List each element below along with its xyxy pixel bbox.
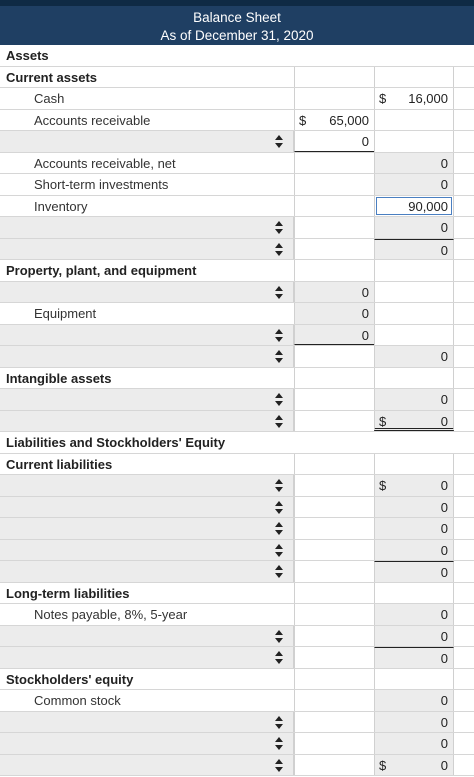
page-subtitle: As of December 31, 2020 xyxy=(160,28,314,43)
section-row xyxy=(0,583,474,605)
select-arrows-icon xyxy=(275,522,283,535)
account-select-dropdown[interactable] xyxy=(0,389,294,410)
section-label: Current liabilities xyxy=(6,456,113,472)
amount-value: 0 xyxy=(440,478,448,493)
account-select-dropdown[interactable] xyxy=(0,346,294,367)
select-arrows-icon xyxy=(275,716,283,729)
select-arrows-icon xyxy=(275,135,283,148)
amount-input-col1[interactable] xyxy=(294,626,374,647)
account-select-dropdown[interactable] xyxy=(0,131,294,152)
amount-input-col1[interactable] xyxy=(294,475,374,496)
amount-value: 0 xyxy=(440,521,448,536)
line-item-label: Cash xyxy=(34,91,65,106)
account-select-dropdown[interactable] xyxy=(0,475,294,496)
amount-input-col1[interactable] xyxy=(294,346,374,367)
amount-input-col2[interactable] xyxy=(374,239,454,260)
amount-input-col1[interactable] xyxy=(294,131,374,152)
account-select-dropdown[interactable] xyxy=(0,282,294,303)
amount-input-col2[interactable] xyxy=(374,174,454,195)
amount-input-col1[interactable] xyxy=(294,217,374,238)
select-arrows-icon xyxy=(275,565,283,578)
line-item-label: Notes payable, 8%, 5-year xyxy=(34,607,188,622)
table-row xyxy=(0,282,474,304)
select-arrows-icon xyxy=(275,243,283,256)
amount-input-col2[interactable] xyxy=(374,368,454,389)
amount-input-col2[interactable] xyxy=(374,346,454,367)
amount-input-col1[interactable] xyxy=(294,88,374,109)
amount-input-col1[interactable] xyxy=(294,583,374,604)
amount-input-col1[interactable] xyxy=(294,196,374,217)
select-arrows-icon xyxy=(275,630,283,643)
account-select-dropdown[interactable] xyxy=(0,540,294,561)
table-row xyxy=(0,712,474,734)
amount-input-col2[interactable] xyxy=(374,583,454,604)
account-select-dropdown[interactable] xyxy=(0,561,294,582)
amount-value: 0 xyxy=(440,242,448,258)
account-select-dropdown[interactable] xyxy=(0,755,294,776)
section-row xyxy=(0,67,474,89)
table-row xyxy=(0,647,474,669)
amount-value: 0 xyxy=(440,177,448,192)
amount-input-col1[interactable] xyxy=(294,260,374,281)
line-item-label: Inventory xyxy=(34,198,88,214)
amount-input-col2[interactable] xyxy=(374,88,454,109)
amount-value: 90,000 xyxy=(408,198,448,214)
dollar-sign: $ xyxy=(379,478,387,493)
table-row xyxy=(0,561,474,583)
page-title: Balance Sheet xyxy=(193,10,281,25)
table-row xyxy=(0,196,474,218)
amount-input-col1[interactable] xyxy=(294,497,374,518)
amount-value: 0 xyxy=(361,306,369,321)
table-row xyxy=(0,389,474,411)
amount-input-col1[interactable] xyxy=(294,174,374,195)
table-row xyxy=(0,217,474,239)
section-label: Current assets xyxy=(6,69,98,85)
select-arrows-icon xyxy=(275,221,283,234)
amount-input-col2[interactable] xyxy=(374,303,454,324)
dollar-sign: $ xyxy=(379,91,387,106)
section-row xyxy=(0,454,474,476)
amount-input-col2[interactable] xyxy=(374,712,454,733)
section-label: Intangible assets xyxy=(6,370,112,386)
select-arrows-icon xyxy=(275,737,283,750)
select-arrows-icon xyxy=(275,651,283,664)
account-select-dropdown[interactable] xyxy=(0,626,294,647)
amount-value: 0 xyxy=(440,413,448,429)
select-arrows-icon xyxy=(275,350,283,363)
amount-input-col2[interactable] xyxy=(374,110,454,131)
select-arrows-icon xyxy=(275,501,283,514)
table-row xyxy=(0,325,474,347)
amount-input-col2[interactable] xyxy=(374,153,454,174)
line-item-label: Common stock xyxy=(34,693,121,708)
amount-input-col2[interactable] xyxy=(374,518,454,539)
select-arrows-icon xyxy=(275,329,283,342)
amount-input-col1[interactable] xyxy=(294,368,374,389)
amount-input-col1[interactable] xyxy=(294,239,374,260)
amount-input-col1[interactable] xyxy=(294,454,374,475)
select-arrows-icon xyxy=(275,415,283,428)
account-select-dropdown[interactable] xyxy=(0,217,294,238)
amount-value: 0 xyxy=(440,714,448,730)
amount-input-col2[interactable] xyxy=(374,497,454,518)
amount-input-col1[interactable] xyxy=(294,518,374,539)
amount-input-col1[interactable] xyxy=(294,153,374,174)
select-arrows-icon xyxy=(275,393,283,406)
balance-sheet-header xyxy=(0,6,474,45)
account-select-dropdown[interactable] xyxy=(0,325,294,346)
amount-input-col1[interactable] xyxy=(294,282,374,303)
select-arrows-icon xyxy=(275,286,283,299)
account-select-dropdown[interactable] xyxy=(0,411,294,432)
amount-value: 0 xyxy=(440,693,448,708)
table-row xyxy=(0,755,474,777)
amount-input-col1[interactable] xyxy=(294,755,374,776)
amount-value: 0 xyxy=(361,284,369,300)
amount-value: 0 xyxy=(361,327,369,343)
amount-input-col2[interactable] xyxy=(374,669,454,690)
amount-input-col1[interactable] xyxy=(294,669,374,690)
amount-input-col1[interactable] xyxy=(294,647,374,668)
amount-input-col2[interactable] xyxy=(374,733,454,754)
account-select-dropdown[interactable] xyxy=(0,647,294,668)
account-select-dropdown[interactable] xyxy=(0,497,294,518)
line-item-label: Accounts receivable, net xyxy=(34,155,176,171)
account-select-dropdown[interactable] xyxy=(0,733,294,754)
amount-value: 0 xyxy=(440,542,448,558)
table-row xyxy=(0,174,474,196)
amount-input-col1[interactable] xyxy=(294,733,374,754)
table-row xyxy=(0,239,474,261)
amount-input-col2[interactable] xyxy=(374,604,454,625)
select-arrows-icon xyxy=(275,479,283,492)
line-item-label: Equipment xyxy=(34,306,97,321)
section-row xyxy=(0,669,474,691)
amount-input-col1[interactable] xyxy=(294,604,374,625)
line-item-label: Short-term investments xyxy=(34,177,169,192)
amount-input-col2[interactable] xyxy=(374,325,454,346)
table-row xyxy=(0,497,474,519)
section-row xyxy=(0,432,474,454)
amount-input-col1[interactable] xyxy=(294,389,374,410)
section-row xyxy=(0,368,474,390)
amount-input-col1[interactable] xyxy=(294,325,374,346)
amount-input-col2[interactable] xyxy=(374,690,454,711)
section-label: Assets xyxy=(6,48,49,63)
amount-input-col2[interactable] xyxy=(374,755,454,776)
account-select-dropdown[interactable] xyxy=(0,239,294,260)
amount-value: 0 xyxy=(440,349,448,364)
amount-input-col1[interactable] xyxy=(294,110,374,131)
table-row xyxy=(0,411,474,433)
amount-value: 16,000 xyxy=(408,91,448,106)
amount-input-col2[interactable] xyxy=(374,67,454,88)
amount-value: 0 xyxy=(440,628,448,644)
amount-value: 0 xyxy=(440,392,448,407)
balance-sheet-table xyxy=(0,45,474,776)
amount-input-col1[interactable] xyxy=(294,690,374,711)
section-row xyxy=(0,45,474,67)
dollar-sign: $ xyxy=(379,413,387,429)
table-row xyxy=(0,518,474,540)
amount-input-col2[interactable] xyxy=(374,389,454,410)
section-label: Long-term liabilities xyxy=(6,585,130,601)
amount-value: 0 xyxy=(440,736,448,751)
amount-value: 0 xyxy=(440,565,448,580)
amount-input-col2[interactable] xyxy=(374,411,454,432)
amount-value: 65,000 xyxy=(329,112,369,128)
amount-value: 0 xyxy=(361,134,369,149)
amount-value: 0 xyxy=(440,499,448,515)
amount-input-col2[interactable] xyxy=(374,196,454,217)
section-label: Liabilities and Stockholders' Equity xyxy=(6,435,226,450)
table-row xyxy=(0,88,474,110)
amount-value: 0 xyxy=(440,220,448,235)
amount-value: 0 xyxy=(440,651,448,666)
amount-input-col1[interactable] xyxy=(294,540,374,561)
amount-input-col2[interactable] xyxy=(374,475,454,496)
amount-input-col1[interactable] xyxy=(294,712,374,733)
amount-value: 0 xyxy=(440,155,448,171)
amount-input-col2[interactable] xyxy=(374,454,454,475)
line-item-label: Accounts receivable xyxy=(34,112,151,128)
table-row xyxy=(0,540,474,562)
table-row xyxy=(0,346,474,368)
section-label: Property, plant, and equipment xyxy=(6,263,197,278)
section-label: Stockholders' equity xyxy=(6,671,134,687)
table-row xyxy=(0,604,474,626)
table-row xyxy=(0,153,474,175)
table-row xyxy=(0,303,474,325)
section-row xyxy=(0,260,474,282)
table-row xyxy=(0,475,474,497)
amount-input-col1[interactable] xyxy=(294,303,374,324)
table-row xyxy=(0,110,474,132)
amount-input-col1[interactable] xyxy=(294,411,374,432)
table-row xyxy=(0,690,474,712)
amount-input-col2[interactable] xyxy=(374,626,454,647)
dollar-sign: $ xyxy=(379,757,387,773)
select-arrows-icon xyxy=(275,544,283,557)
table-row xyxy=(0,626,474,648)
table-row xyxy=(0,733,474,755)
amount-input-col1[interactable] xyxy=(294,67,374,88)
amount-input-col2[interactable] xyxy=(374,131,454,152)
dollar-sign: $ xyxy=(299,112,307,128)
table-row xyxy=(0,131,474,153)
amount-input-col2[interactable] xyxy=(374,540,454,561)
select-arrows-icon xyxy=(275,759,283,772)
amount-value: 0 xyxy=(440,757,448,773)
amount-input-col2[interactable] xyxy=(374,647,454,668)
amount-input-col2[interactable] xyxy=(374,260,454,281)
amount-value: 0 xyxy=(440,607,448,622)
account-select-dropdown[interactable] xyxy=(0,712,294,733)
amount-input-col1[interactable] xyxy=(294,561,374,582)
amount-input-col2[interactable] xyxy=(374,217,454,238)
amount-input-col2[interactable] xyxy=(374,282,454,303)
account-select-dropdown[interactable] xyxy=(0,518,294,539)
amount-input-col2[interactable] xyxy=(374,561,454,582)
